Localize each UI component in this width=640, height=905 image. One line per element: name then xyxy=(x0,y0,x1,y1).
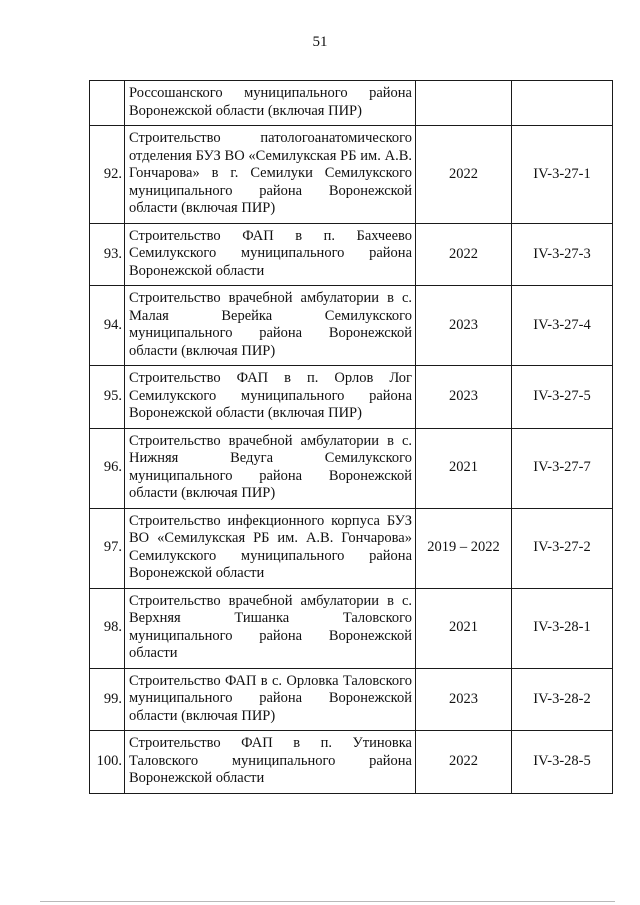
row-description: Россошанского муниципального района Воронежской области (включая ПИР) xyxy=(125,81,416,126)
table-row xyxy=(90,366,613,429)
table-row xyxy=(90,731,613,794)
row-number: 95. xyxy=(90,366,125,429)
row-year xyxy=(416,81,512,126)
row-number: 99. xyxy=(90,668,125,731)
table-row xyxy=(90,668,613,731)
row-number: 100. xyxy=(90,731,125,794)
table-row xyxy=(90,508,613,588)
row-code: IV-3-27-7 xyxy=(512,428,613,508)
row-description: Строительство инфекционного корпуса БУЗ ВО «Семилукская РБ им. А.В. Гончарова» Семилукского муниципального района Воронежской области xyxy=(125,508,416,588)
row-year: 2022 xyxy=(416,731,512,794)
table-row xyxy=(90,588,613,668)
table-row xyxy=(90,428,613,508)
row-description: Строительство ФАП в п. Бахчеево Семилукского муниципального района Воронежской области xyxy=(125,223,416,286)
row-year: 2021 xyxy=(416,588,512,668)
row-description: Строительство патологоанатомического отделения БУЗ ВО «Семилукская РБ им. А.В. Гончарова» в г. Семилуки Семилукского муниципального района Воронежской области (включая ПИР) xyxy=(125,126,416,224)
row-description: Строительство ФАП в п. Орлов Лог Семилукского муниципального района Воронежской области (включая ПИР) xyxy=(125,366,416,429)
row-number: 97. xyxy=(90,508,125,588)
row-year: 2019 – 2022 xyxy=(416,508,512,588)
row-number: 92. xyxy=(90,126,125,224)
scan-bottom-rule xyxy=(40,901,615,902)
row-code: IV-3-27-1 xyxy=(512,126,613,224)
row-year: 2023 xyxy=(416,366,512,429)
row-year: 2021 xyxy=(416,428,512,508)
row-code: IV-3-27-2 xyxy=(512,508,613,588)
row-year: 2023 xyxy=(416,668,512,731)
row-description: Строительство врачебной амбулатории в с. Нижняя Ведуга Семилукского муниципального района Воронежской области (включая ПИР) xyxy=(125,428,416,508)
row-description: Строительство врачебной амбулатории в с. Малая Верейка Семилукского муниципального района Воронежской области (включая ПИР) xyxy=(125,286,416,366)
row-year: 2022 xyxy=(416,223,512,286)
row-number: 98. xyxy=(90,588,125,668)
row-code: IV-3-28-1 xyxy=(512,588,613,668)
row-code: IV-3-28-2 xyxy=(512,668,613,731)
row-description: Строительство ФАП в с. Орловка Таловского муниципального района Воронежской области (включая ПИР) xyxy=(125,668,416,731)
row-year: 2022 xyxy=(416,126,512,224)
page-number: 51 xyxy=(312,34,328,50)
row-number: 93. xyxy=(90,223,125,286)
row-year: 2023 xyxy=(416,286,512,366)
table-row xyxy=(90,223,613,286)
row-code: IV-3-27-5 xyxy=(512,366,613,429)
row-number: 94. xyxy=(90,286,125,366)
table-row xyxy=(90,126,613,224)
row-code: IV-3-27-4 xyxy=(512,286,613,366)
row-code: IV-3-27-3 xyxy=(512,223,613,286)
table-row xyxy=(90,81,613,126)
row-description: Строительство ФАП в п. Утиновка Таловского муниципального района Воронежской области xyxy=(125,731,416,794)
objects-table xyxy=(89,80,613,794)
row-description: Строительство врачебной амбулатории в с. Верхняя Тишанка Таловского муниципального района Воронежской области xyxy=(125,588,416,668)
row-number xyxy=(90,81,125,126)
table-row xyxy=(90,286,613,366)
row-code: IV-3-28-5 xyxy=(512,731,613,794)
row-number: 96. xyxy=(90,428,125,508)
row-code xyxy=(512,81,613,126)
